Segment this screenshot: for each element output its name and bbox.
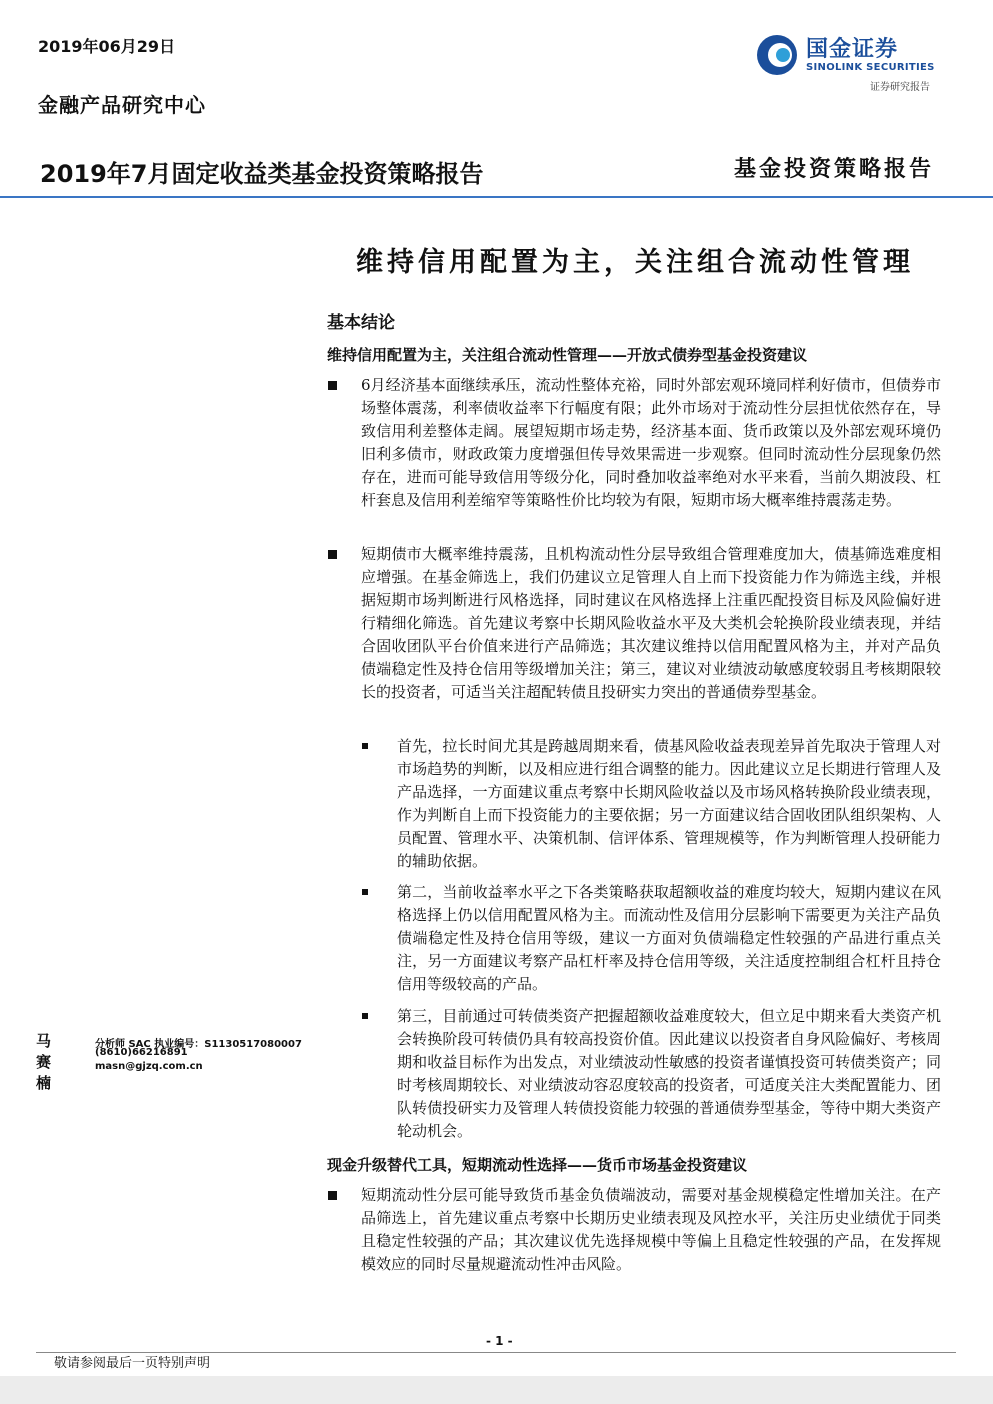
sub-bullet-paragraph: 首先，拉长时间尤其是跨越周期来看，债基风险收益表现差异首先取决于管理人对市场趋势的判断，以及相应进行组合调整的能力。因此建议立足长期进行管理人及产品选择，一方面建议重点考察中长期风险收益以及市场风格转换阶段业绩表现，作为判断自上而下投资能力的主要依据；另一方面建议结合固收团队组织架构、人员配置、管理水平、决策机制、信评体系、管理规模等，作为判断管理人投研能力的辅助依据。 — [397, 737, 941, 870]
sub-bullet-square-icon — [362, 743, 368, 749]
report-date: 2019年06月29日 — [38, 37, 176, 56]
sub-bullet-paragraph: 第三，目前通过可转债类资产把握超额收益难度较大，但立足中期来看大类资产机会转换阶段可转债仍具有较高投资价值。因此建议以投资者自身风险偏好、考核周期和收益目标作为出发点，对业绩波动性敏感的投资者谨慎投资可转债类资产；同时考核周期较长、对业绩波动容忍度较高的投资者，可适度关注大类配置能力、团队转债投研实力及管理人转债投资能力较强的普通债券型基金，等待中期大类资产轮动机会。 — [397, 1007, 941, 1140]
sub-bullet-square-icon — [362, 889, 368, 895]
company-logo — [756, 32, 946, 92]
analyst-email[interactable]: masn@gjzq.com.cn — [95, 1061, 203, 1072]
logo-mark-icon — [756, 34, 798, 76]
sub-bullet-paragraph: 第二，当前收益率水平之下各类策略获取超额收益的难度均较大，短期内建议在风格选择上仍以信用配置风格为主。而流动性及信用分层影响下需要更为关注产品负债端稳定性及持仓信用等级，建议一方面对负债端稳定性较强的产品进行重点关注，另一方面建议考察产品杠杆率及持仓信用等级，关注适度控制组合杠杆且持仓信用等级较高的产品。 — [397, 883, 941, 993]
analyst-name: 马赛楠 — [36, 1032, 52, 1092]
department-name: 金融产品研究中心 — [38, 93, 206, 117]
bullet-square-icon — [328, 381, 337, 390]
section-title: 基本结论 — [327, 313, 395, 333]
logo-text-cn: 国金证券 — [806, 37, 899, 62]
bullet-paragraph: 6月经济基本面继续承压，流动性整体充裕，同时外部宏观环境同样利好债市，但债券市场整体震荡，利率债收益率下行幅度有限；此外市场对于流动性分层担忧依然存在，导致信用利差整体走阔。展望短期市场走势，经济基本面、货币政策以及外部宏观环境仍旧利多债市，财政政策力度增强但传导效果需进一步观察。但同时流动性分层现象仍然存在，进而可能导致信用等级分化，同时叠加收益率绝对水平来看，当前久期波段、杠杆套息及信用利差缩窄等策略性价比均较为有限，短期市场大概率维持震荡走势。 — [361, 376, 941, 509]
main-heading: 维持信用配置为主，关注组合流动性管理 — [356, 247, 914, 278]
report-type: 基金投资策略报告 — [734, 156, 935, 182]
sub-bullet-square-icon — [362, 1013, 368, 1019]
logo-text-en: SINOLINK SECURITIES — [806, 62, 935, 73]
subheading-money-market: 现金升级替代工具，短期流动性选择——货币市场基金投资建议 — [327, 1156, 748, 1174]
bullet-square-icon — [328, 550, 337, 559]
page-bottom-band — [0, 1376, 993, 1404]
page-number: - 1 - — [486, 1334, 513, 1348]
report-title: 2019年7月固定收益类基金投资策略报告 — [40, 160, 484, 188]
bullet-square-icon — [328, 1191, 337, 1200]
analyst-phone: (8610)66216891 — [95, 1047, 188, 1058]
bullet-paragraph: 短期债市大概率维持震荡，且机构流动性分层导致组合管理难度加大，债基筛选难度相应增强。在基金筛选上，我们仍建议立足管理人自上而下投资能力作为筛选主线，并根据短期市场判断进行风格选择，同时建议在风格选择上注重匹配投资目标及风险偏好进行精细化筛选。首先建议考察中长期风险收益水平及大类机会轮换阶段业绩表现，并结合固收团队平台价值来进行产品筛选；其次建议维持以信用配置风格为主，并对产品负债端稳定性及持仓信用等级增加关注；第三，建议对业绩波动敏感度较弱且考核期限较长的投资者，可适当关注超配转债且投研实力突出的普通债券型基金。 — [361, 545, 941, 701]
disclaimer-note: 敬请参阅最后一页特别声明 — [54, 1356, 211, 1371]
bullet-paragraph: 短期流动性分层可能导致货币基金负债端波动，需要对基金规模稳定性增加关注。在产品筛选上，首先建议重点考察中长期历史业绩表现及风控水平，关注历史业绩优于同类且稳定性较强的产品；其次建议优先选择规模中等偏上且稳定性较强的产品，在发挥规模效应的同时尽量规避流动性冲击风险。 — [361, 1186, 941, 1273]
logo-subtitle: 证券研究报告 — [870, 82, 930, 93]
analyst-credential: 分析师 SAC 执业编号：S1130517080007 — [95, 1039, 302, 1050]
subheading-bond-funds: 维持信用配置为主，关注组合流动性管理——开放式债券型基金投资建议 — [327, 346, 808, 364]
header-divider — [0, 196, 993, 198]
